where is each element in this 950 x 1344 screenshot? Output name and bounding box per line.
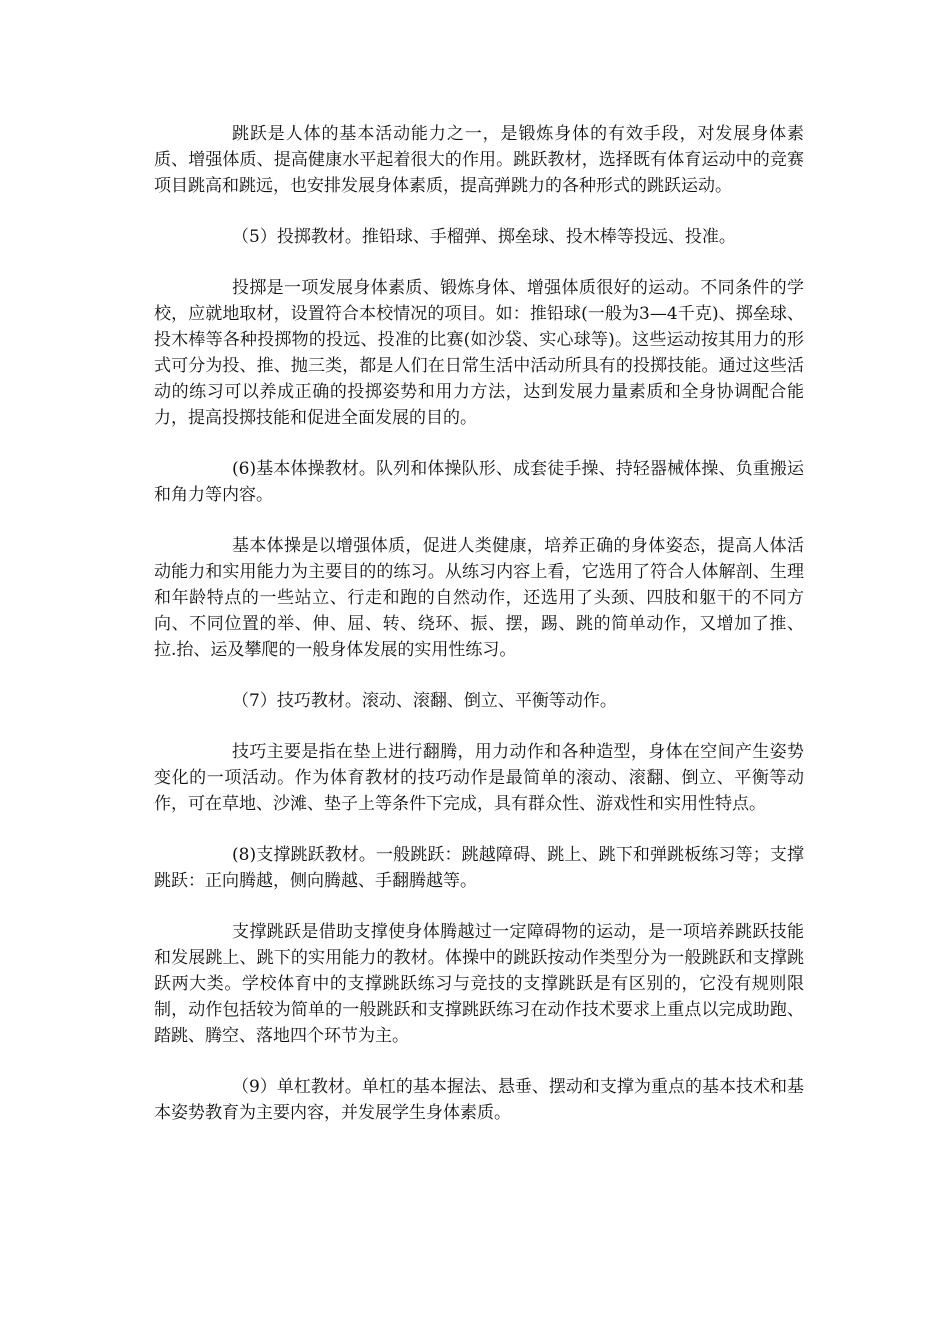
document-body [154,121,804,1126]
paragraph-gymnastics-body: 基本体操是以增强体质，促进人类健康，培养正确的身体姿态，提高人体活动能力和实用能力为主要目的的练习。从练习内容上看，它选用了符合人体解剖、生理和年龄特点的一些站立、行走和跑的自然动作，还选用了头颈、四肢和躯干的不同方向、不同位置的举、伸、屈、转、绕环、振、摆，踢、跳的简单动作，又增加了推、拉.抬、运及攀爬的一般身体发展的实用性练习。 [154,536,804,660]
paragraph-tumbling-heading: （7）技巧教材。滚动、滚翻、倒立、平衡等动作。 [232,691,617,711]
paragraph-vaulting-body: 支撑跳跃是借助支撑使身体腾越过一定障碍物的运动，是一项培养跳跃技能和发展跳上、跳下的实用能力的教材。体操中的跳跃按动作类型分为一般跳跃和支撑跳跃两大类。学校体育中的支撑跳跃练习与竞技的支撑跳跃是有区别的，它没有规则限制，动作包括较为简单的一般跳跃和支撑跳跃练习在动作技术要求上重点以完成助跑、踏跳、腾空、落地四个环节为主。 [154,922,804,1046]
paragraph-throwing-body: 投掷是一项发展身体素质、锻炼身体、增强体质很好的运动。不同条件的学校，应就地取材，设置符合本校情况的项目。如：推铅球(一般为3—4千克)、掷垒球、投木棒等各种投掷物的投远、投准的比赛(如沙袋、实心球等)。这些运动按其用力的形式可分为投、推、抛三类，都是人们在日常生活中活动所具有的投掷技能。通过这些活动的练习可以养成正确的投掷姿势和用力方法，达到发展力量素质和全身协调配合能力，提高投掷技能和促进全面发展的目的。 [154,278,804,428]
paragraph-vaulting-heading: (8)支撑跳跃教材。一般跳跃：跳越障碍、跳上、跳下和弹跳板练习等；支撑跳跃：正向腾越，侧向腾越、手翻腾越等。 [154,845,804,891]
paragraph-tumbling-body: 技巧主要是指在垫上进行翻腾，用力动作和各种造型，身体在空间产生姿势变化的一项活动。作为体育教材的技巧动作是最简单的滚动、滚翻、倒立、平衡等动作，可在草地、沙滩、垫子上等条件下完成，具有群众性、游戏性和实用性特点。 [154,742,804,814]
paragraph-gymnastics-heading: (6)基本体操教材。队列和体操队形、成套徒手操、持轻器械体操、负重搬运和角力等内容。 [154,459,804,505]
paragraph-jumping-intro: 跳跃是人体的基本活动能力之一，是锻炼身体的有效手段，对发展身体素质、增强体质、提高健康水平起着很大的作用。跳跃教材，选择既有体育运动中的竞赛项目跳高和跳远，也安排发展身体素质，提高弹跳力的各种形式的跳跃运动。 [154,124,804,196]
paragraph-horizontal-bar-heading: （9）单杠教材。单杠的基本握法、悬垂、摆动和支撑为重点的基本技术和基本姿势教育为主要内容，并发展学生身体素质。 [154,1077,804,1123]
paragraph-throwing-heading: （5）投掷教材。推铅球、手榴弹、掷垒球、投木棒等投远、投准。 [232,227,736,247]
